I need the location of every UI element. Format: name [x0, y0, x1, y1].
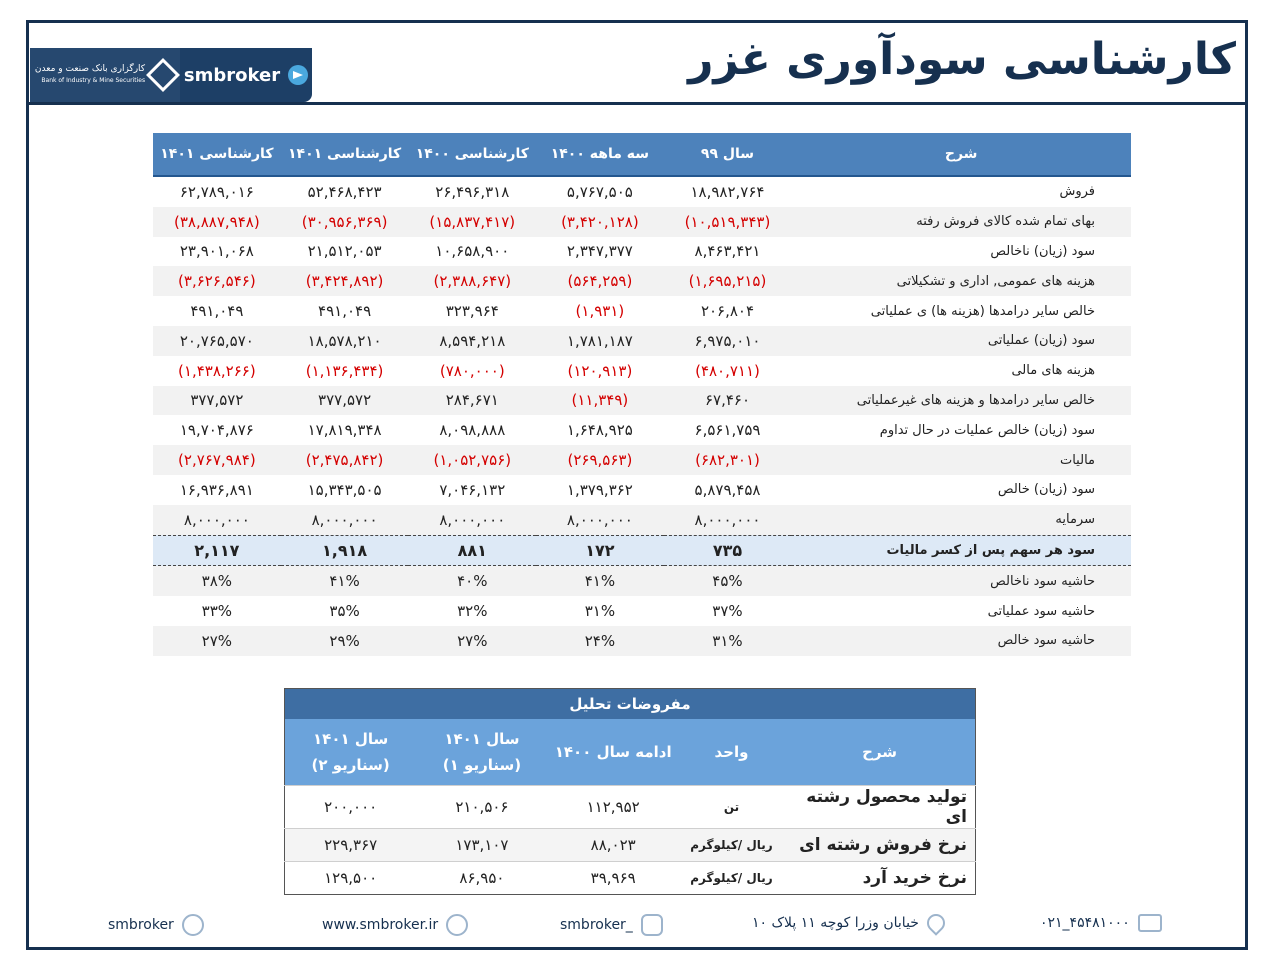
- table-cell: ۱۹,۷۰۴,۸۷۶: [179, 421, 254, 440]
- footer-telegram[interactable]: [108, 914, 204, 936]
- table-cell: (۱۵,۸۳۷,۴۱۷): [408, 207, 536, 237]
- assumptions-column-header: [679, 719, 784, 786]
- table-row: [153, 176, 1131, 207]
- table-header-row: [153, 133, 1131, 176]
- instagram-icon: [641, 914, 663, 936]
- logo-mark-icon: [146, 58, 180, 92]
- table-cell: ۴۱%: [281, 566, 409, 596]
- footer-address-text: خیابان وزرا کوچه ۱۱ پلاک ۱۰: [752, 915, 919, 931]
- row-label: سرمایه: [791, 505, 1131, 535]
- header-line: (سناریو ۱): [442, 756, 522, 774]
- table-cell: ۱۰,۶۵۸,۹۰۰: [435, 242, 510, 261]
- assumption-label: تولید محصول رشته ای: [784, 786, 975, 829]
- assumption-unit: تن: [679, 786, 784, 829]
- row-label: سود (زیان) عملیاتی: [791, 326, 1131, 356]
- assumptions-column-header: [548, 719, 679, 786]
- row-label: هزینه های عمومی, اداری و تشکیلاتی: [791, 266, 1131, 296]
- table-cell: ۱,۷۸۱,۱۸۷: [536, 326, 664, 356]
- table-row: [153, 475, 1131, 505]
- table-cell: ۱۷,۸۱۹,۳۴۸: [307, 421, 382, 440]
- assumption-value: ۸۶,۹۵۰: [416, 862, 547, 895]
- table-cell: ۱۶,۹۳۶,۸۹۱: [179, 480, 254, 499]
- table-cell: ۶۷,۴۶۰: [664, 386, 792, 416]
- table-cell: ۱,۳۷۹,۳۶۲: [566, 480, 633, 499]
- row-label: حاشیه سود خالص: [791, 626, 1131, 656]
- table-row: [153, 326, 1131, 356]
- column-header: کارشناسی ۱۴۰۱: [281, 133, 409, 176]
- table-cell: ۳۱%: [584, 602, 616, 621]
- table-cell: ۵۲,۴۶۸,۴۲۳: [307, 182, 382, 201]
- table-cell: (۱,۰۵۲,۷۵۶): [408, 445, 536, 475]
- table-row: [153, 566, 1131, 596]
- assumptions-header-row: [285, 719, 976, 786]
- row-label: بهای تمام شده کالای فروش رفته: [791, 207, 1131, 237]
- telegram-icon: [288, 65, 308, 85]
- brand-name: smbroker: [183, 64, 281, 86]
- table-cell: ۸,۰۰۰,۰۰۰: [408, 505, 536, 535]
- table-cell: ۳۲%: [457, 602, 488, 621]
- table-cell: (۱,۱۳۶,۴۳۴): [305, 361, 384, 380]
- table-cell: ۴۹۱,۰۴۹: [318, 302, 372, 321]
- table-cell: ۲۹%: [281, 626, 409, 656]
- table-cell: ۸,۰۰۰,۰۰۰: [153, 505, 281, 535]
- assumptions-row: [285, 862, 976, 895]
- table-row: [153, 445, 1131, 475]
- table-cell: ۸,۰۰۰,۰۰۰: [536, 505, 664, 535]
- table-cell: ۱۸,۵۷۸,۲۱۰: [281, 326, 409, 356]
- table-row: [153, 386, 1131, 416]
- table-cell: ۳۳%: [201, 602, 233, 621]
- footer-phone-text: ۰۲۱_۴۵۴۸۱۰۰۰: [1040, 915, 1130, 931]
- table-cell: (۶۸۲,۳۰۱): [664, 445, 792, 475]
- table-cell: ۲,۱۱۷: [153, 535, 281, 566]
- table-row: [153, 596, 1131, 626]
- table-cell: ۲۷%: [408, 626, 536, 656]
- table-cell: ۱,۹۱۸: [281, 535, 409, 566]
- row-label: فروش: [1059, 184, 1095, 200]
- table-cell: ۴۱%: [536, 566, 664, 596]
- bank-logo: [30, 48, 180, 102]
- header-line: (سناریو ۲): [311, 756, 390, 774]
- table-cell: ۵,۸۷۹,۴۵۸: [694, 480, 761, 499]
- row-label: سود (زیان) خالص: [997, 482, 1095, 498]
- brand-en-text: Bank of Industry & Mine Securities: [41, 77, 146, 84]
- brand-fa-text: کارگزاری بانک صنعت و معدن: [34, 64, 146, 74]
- globe-icon: [446, 914, 468, 936]
- row-label: حاشیه سود عملیاتی: [987, 603, 1095, 619]
- assumptions-title: مفروضات تحلیل: [285, 689, 976, 720]
- table-cell: ۴۵%: [664, 566, 792, 596]
- table-row: [153, 505, 1131, 535]
- table-cell: (۲۶۹,۵۶۳): [536, 445, 664, 475]
- table-cell: (۱۰,۵۱۹,۳۴۳): [664, 207, 792, 237]
- row-label: حاشیه سود ناخالص: [791, 566, 1131, 596]
- table-cell: ۲۴%: [536, 626, 664, 656]
- table-cell: ۱۷۲: [536, 535, 664, 566]
- table-cell: ۶,۹۷۵,۰۱۰: [664, 326, 792, 356]
- table-cell: ۲۸۴,۶۷۱: [408, 386, 536, 416]
- assumptions-column-header: [784, 719, 975, 786]
- assumption-value: ۲۰۰,۰۰۰: [285, 786, 417, 829]
- assumption-value: ۱۲۹,۵۰۰: [285, 862, 417, 895]
- header-line: شرح: [862, 743, 898, 761]
- table-cell: ۳۲۳,۹۶۴: [445, 302, 499, 321]
- table-cell: ۸,۵۹۴,۲۱۸: [408, 326, 536, 356]
- table-row: [153, 415, 1131, 445]
- table-cell: ۸۸۱: [408, 535, 536, 566]
- assumptions-table: [284, 688, 976, 895]
- assumptions-row: [285, 786, 976, 829]
- table-row: [153, 356, 1131, 386]
- row-label: مالیات: [791, 445, 1131, 475]
- table-cell: ۱,۶۴۸,۹۲۵: [566, 421, 633, 440]
- table-cell: (۳,۴۲۰,۱۲۸): [536, 207, 664, 237]
- assumption-value: ۱۷۳,۱۰۷: [416, 829, 547, 862]
- table-cell: (۴۸۰,۷۱۱): [695, 361, 760, 380]
- table-cell: (۲,۷۶۷,۹۸۴): [153, 445, 281, 475]
- table-cell: ۷۳۵: [664, 535, 792, 566]
- footer-website[interactable]: [322, 914, 468, 936]
- header-line: ادامه سال ۱۴۰۰: [554, 743, 672, 761]
- table-cell: (۱,۶۹۵,۲۱۵): [664, 266, 792, 296]
- row-label: سود (زیان) خالص عملیات در حال تداوم: [879, 422, 1095, 438]
- assumptions-row: [285, 829, 976, 862]
- assumption-unit: ریال /کیلوگرم: [679, 862, 784, 895]
- table-row: [153, 626, 1131, 656]
- table-cell: ۲۷%: [153, 626, 281, 656]
- table-cell: ۳۷%: [712, 602, 743, 621]
- table-cell: ۸,۰۰۰,۰۰۰: [664, 505, 792, 535]
- location-pin-icon: [923, 910, 948, 935]
- page-title: کارشناسی سودآوری غزر: [688, 34, 1236, 85]
- table-cell: ۲۱,۵۱۲,۰۵۳: [307, 242, 382, 261]
- table-cell: ۲۰,۷۶۵,۵۷۰: [153, 326, 281, 356]
- table-cell: ۶۲,۷۸۹,۰۱۶: [179, 182, 254, 201]
- footer-instagram-text: smbroker_: [560, 917, 633, 933]
- assumption-unit: ریال /کیلوگرم: [679, 829, 784, 862]
- table-cell: ۳۵%: [329, 602, 360, 621]
- table-cell: (۳۸,۸۸۷,۹۴۸): [153, 207, 281, 237]
- table-row: [153, 266, 1131, 296]
- telegram-icon: [182, 914, 204, 936]
- table-cell: ۲۰۶,۸۰۴: [700, 302, 755, 321]
- header-divider: [26, 102, 1248, 105]
- table-cell: (۲,۴۷۵,۸۴۲): [281, 445, 409, 475]
- header-line: سال ۱۴۰۱: [444, 730, 520, 748]
- table-cell: ۶,۵۶۱,۷۵۹: [694, 421, 761, 440]
- column-header: شرح: [791, 133, 1131, 176]
- footer-website-text: www.smbroker.ir: [322, 917, 439, 933]
- assumption-value: ۱۱۲,۹۵۲: [548, 786, 679, 829]
- header-line: واحد: [714, 743, 749, 761]
- table-cell: ۳۷۷,۵۷۲: [281, 386, 409, 416]
- footer-telegram-text: smbroker: [108, 917, 174, 933]
- table-cell: ۲۳,۹۰۱,۰۶۸: [179, 242, 254, 261]
- row-label: خالص سایر درامدها (هزینه ها) ی عملیاتی: [870, 303, 1095, 319]
- table-cell: ۴۰%: [408, 566, 536, 596]
- table-row: [153, 237, 1131, 267]
- table-cell: ۷,۰۴۶,۱۳۲: [439, 480, 506, 499]
- table-cell: (۷۸۰,۰۰۰): [439, 361, 505, 380]
- table-cell: (۳,۶۲۶,۵۴۶): [153, 266, 281, 296]
- assumption-value: ۲۱۰,۵۰۶: [416, 786, 547, 829]
- table-row: [153, 207, 1131, 237]
- profitability-table: [153, 133, 1131, 656]
- table-cell: (۱۲۰,۹۱۳): [567, 361, 633, 380]
- column-header: کارشناسی ۱۴۰۰: [408, 133, 536, 176]
- row-label: هزینه های مالی: [1011, 363, 1095, 379]
- table-cell: (۵۶۴,۲۵۹): [536, 266, 664, 296]
- table-cell: ۸,۴۶۳,۴۲۱: [694, 242, 761, 261]
- row-label: سود (زیان) ناخالص: [990, 243, 1095, 259]
- table-cell: ۴۹۱,۰۴۹: [190, 302, 244, 321]
- row-label: سود هر سهم پس از کسر مالیات: [791, 535, 1131, 566]
- footer: [100, 906, 1180, 946]
- table-row: [153, 535, 1131, 566]
- table-cell: ۱۵,۳۴۳,۵۰۵: [307, 480, 382, 499]
- table-cell: ۵,۷۶۷,۵۰۵: [566, 182, 633, 201]
- assumptions-column-header: [416, 719, 547, 786]
- table-cell: (۱,۹۳۱): [575, 302, 625, 321]
- table-cell: ۳۱%: [664, 626, 792, 656]
- table-cell: ۲۶,۴۹۶,۳۱۸: [435, 182, 510, 201]
- table-row: [153, 296, 1131, 326]
- assumption-value: ۸۸,۰۲۳: [548, 829, 679, 862]
- table-cell: (۱۱,۳۴۹): [536, 386, 664, 416]
- table-cell: ۸,۰۰۰,۰۰۰: [281, 505, 409, 535]
- footer-phone[interactable]: [1040, 914, 1162, 932]
- table-cell: ۲,۳۴۷,۳۷۷: [566, 242, 633, 261]
- assumption-value: ۲۲۹,۳۶۷: [285, 829, 417, 862]
- footer-instagram[interactable]: [560, 914, 663, 936]
- assumptions-column-header: [285, 719, 417, 786]
- table-cell: ۳۷۷,۵۷۲: [153, 386, 281, 416]
- assumption-value: ۳۹,۹۶۹: [548, 862, 679, 895]
- table-cell: (۳۰,۹۵۶,۳۶۹): [281, 207, 409, 237]
- table-cell: ۸,۰۹۸,۸۸۸: [439, 421, 506, 440]
- column-header: سال ۹۹: [664, 133, 792, 176]
- table-cell: (۱,۴۳۸,۲۶۶): [178, 361, 256, 380]
- table-cell: (۳,۴۲۴,۸۹۲): [281, 266, 409, 296]
- assumption-label: نرخ خرید آرد: [784, 862, 975, 895]
- table-cell: ۱۸,۹۸۲,۷۶۴: [690, 182, 765, 201]
- brand-banner[interactable]: [30, 48, 312, 102]
- column-header: سه ماهه ۱۴۰۰: [536, 133, 664, 176]
- footer-address: [752, 914, 945, 932]
- row-label: خالص سایر درامدها و هزینه های غیرعملیاتی: [791, 386, 1131, 416]
- column-header: کارشناسی ۱۴۰۱: [153, 133, 281, 176]
- assumption-label: نرخ فروش رشته ای: [784, 829, 975, 862]
- table-cell: (۲,۳۸۸,۶۴۷): [408, 266, 536, 296]
- phone-icon: [1138, 914, 1162, 932]
- table-cell: ۳۸%: [153, 566, 281, 596]
- header-line: سال ۱۴۰۱: [313, 730, 389, 748]
